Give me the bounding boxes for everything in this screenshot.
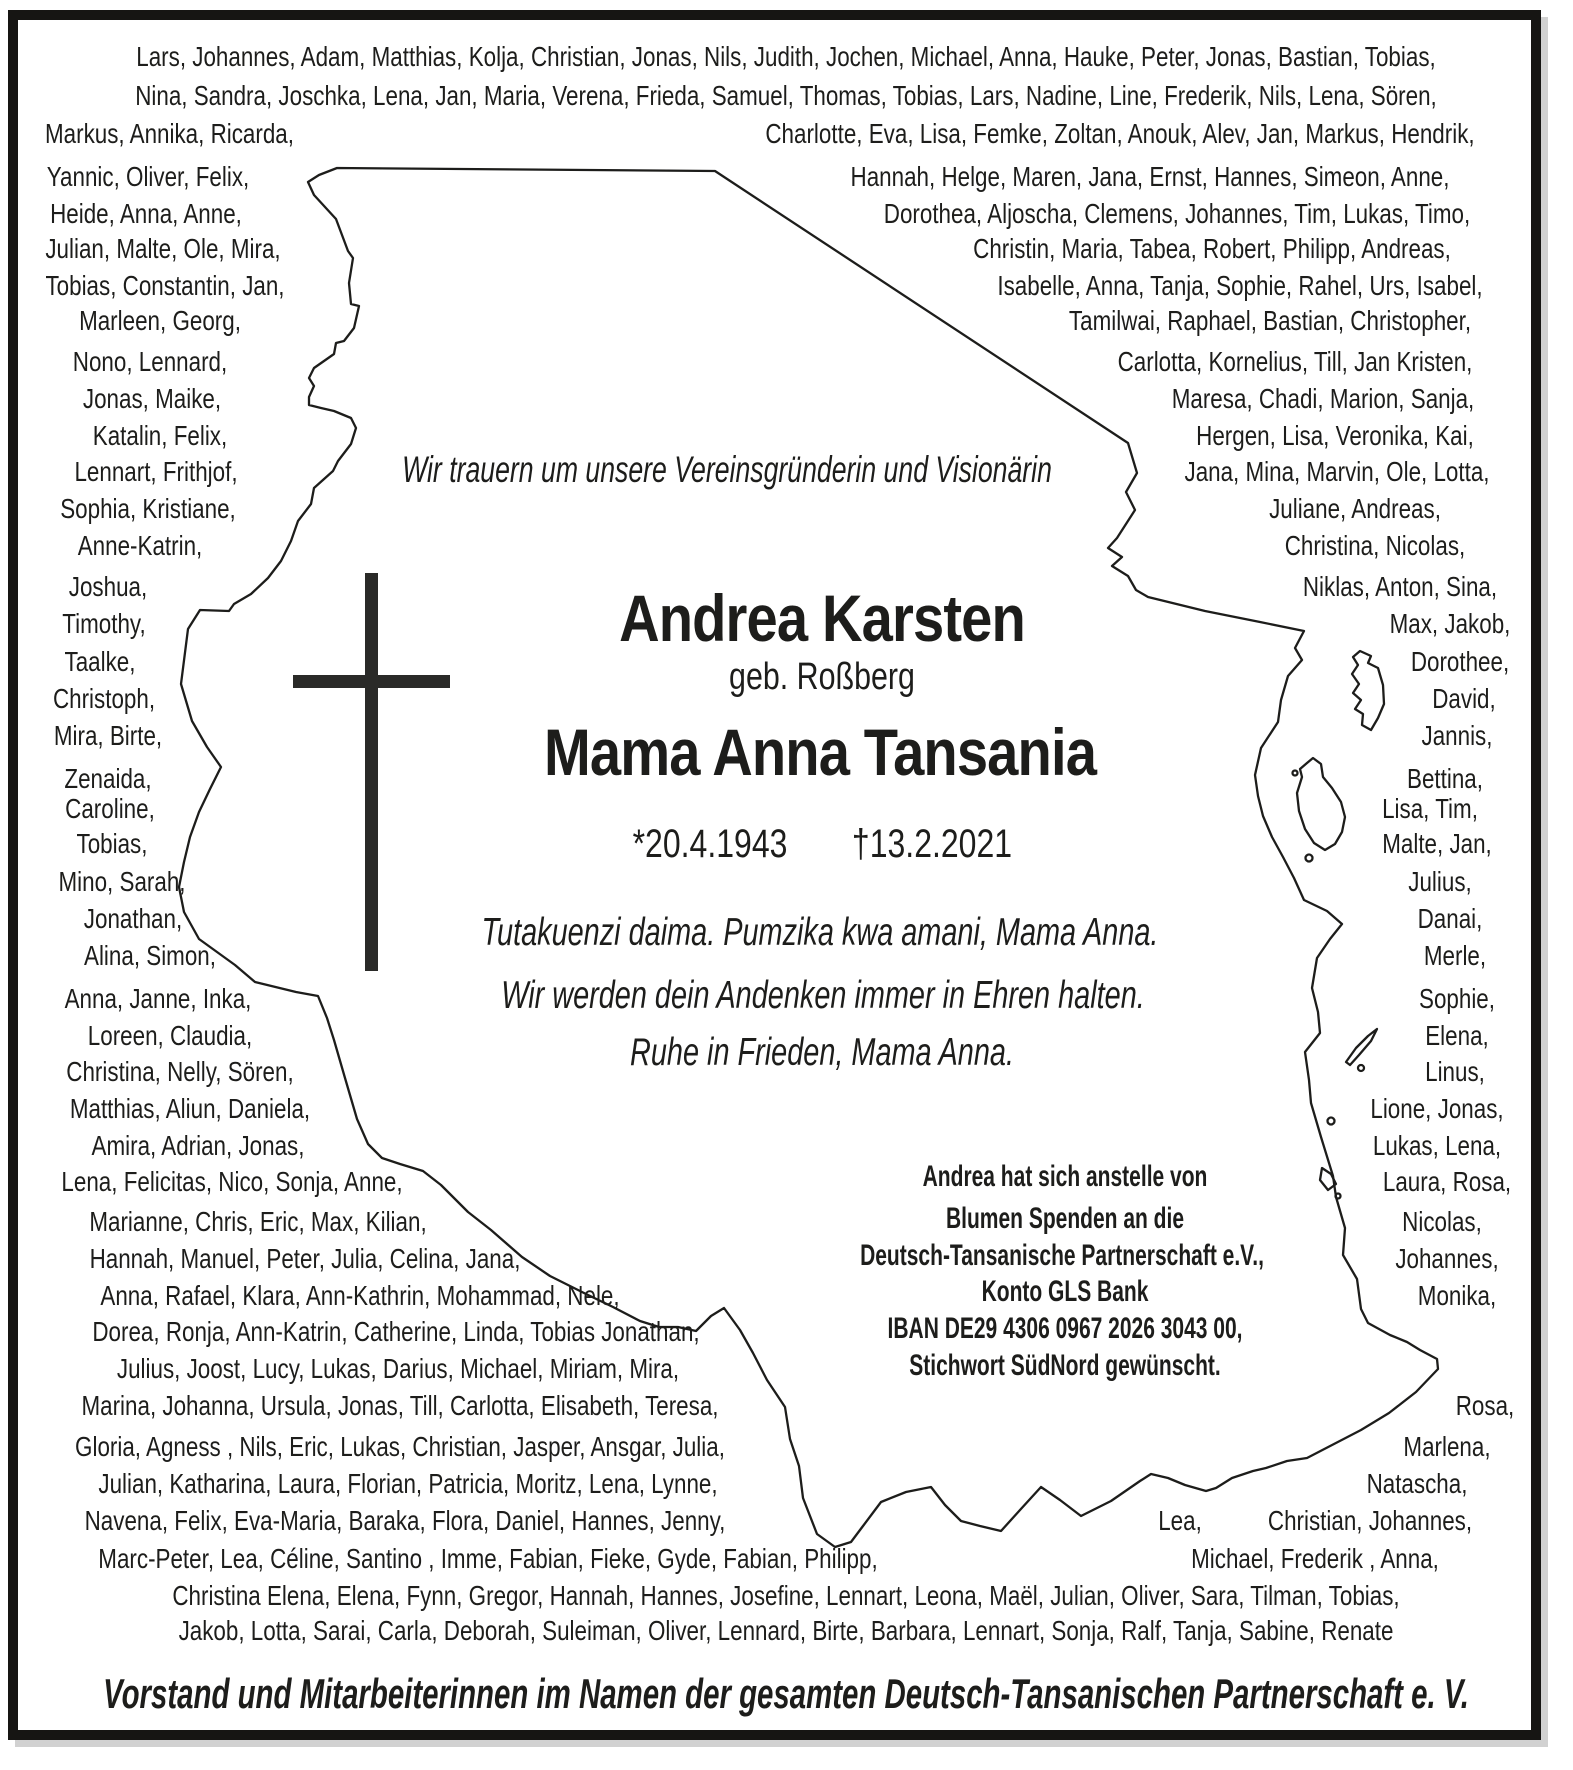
names-line: Nicolas,: [1402, 1206, 1482, 1237]
donation-line-1: [862, 1162, 1269, 1192]
names-line: Julian, Malte, Ole, Mira,: [45, 233, 281, 264]
names-line: Dorothee,: [1410, 646, 1510, 677]
donation-iban-line: [811, 1314, 1318, 1344]
names-line: Lione, Jonas,: [1370, 1093, 1504, 1124]
names-line: David,: [1432, 683, 1496, 714]
donation-line-6: [842, 1351, 1287, 1381]
names-line: Jakob, Lotta, Sarai, Carla, Deborah, Suleiman, Oliver, Lennard, Birte, Barbara, Lennart, Sonja, Ralf, Tanja, Sabine, Renate: [178, 1615, 1394, 1646]
names-line: Christina, Nelly, Sören,: [66, 1056, 294, 1087]
cross-vertical-bar: [365, 573, 378, 971]
names-line: Isabelle, Anna, Tanja, Sophie, Rahel, Urs, Isabel,: [997, 270, 1483, 301]
donation-line-1-text: Andrea hat sich anstelle von: [922, 1160, 1208, 1193]
names-line: Sophie,: [1419, 983, 1495, 1014]
names-line: Christina, Nicolas,: [1284, 530, 1466, 561]
mourning-intro-text: Wir trauern um unsere Vereinsgründerin und Visionärin: [402, 449, 1052, 490]
mourning-intro-line: [276, 451, 1179, 488]
names-line: Michael, Frederik , Anna,: [1191, 1543, 1439, 1574]
names-line: Laura, Rosa,: [1382, 1166, 1512, 1197]
names-line: Lennart, Frithjof,: [74, 456, 238, 487]
names-line: Tobias, Constantin, Jan,: [45, 270, 285, 301]
death-date: [832, 824, 1032, 864]
names-line: Christin, Maria, Tabea, Robert, Philipp, Andreas,: [973, 233, 1451, 264]
honorific-name-text: Mama Anna Tansania: [543, 715, 1097, 789]
names-line: Elena,: [1425, 1020, 1489, 1051]
names-line: Jonas, Maike,: [82, 383, 222, 414]
names-line: Maresa, Chadi, Marion, Sanja,: [1171, 383, 1475, 414]
names-line: Joshua,: [68, 571, 148, 602]
names-line: Julius, Joost, Lucy, Lukas, Darius, Michael, Miriam, Mira,: [116, 1353, 680, 1384]
names-line: Jannis,: [1421, 720, 1493, 751]
names-line: Hergen, Lisa, Veronika, Kai,: [1196, 420, 1474, 451]
names-line: Yannic, Oliver, Felix,: [46, 161, 250, 192]
names-line: Taalke,: [64, 646, 136, 677]
donation-iban-text: IBAN DE29 4306 0967 2026 3043 00,: [887, 1312, 1243, 1345]
signature-text: Vorstand und Mitarbeiterinnen im Namen der gesamten Deutsch-Tansanischen Partnerschaft e. V.: [103, 1670, 1469, 1717]
names-line: Tamilwai, Raphael, Bastian, Christopher,: [1068, 305, 1472, 336]
names-line: Merle,: [1423, 940, 1487, 971]
names-line: Jana, Mina, Marvin, Ole, Lotta,: [1184, 456, 1490, 487]
names-line: Amira, Adrian, Jonas,: [91, 1130, 305, 1161]
names-line: Zenaida,: [64, 763, 152, 794]
names-line: Danai,: [1417, 903, 1483, 934]
deceased-name: [583, 581, 1061, 655]
names-line: Lukas, Lena,: [1372, 1130, 1502, 1161]
names-line: Markus, Annika, Ricarda,: [45, 118, 294, 149]
names-line: Katalin, Felix,: [92, 420, 228, 451]
names-line: Matthias, Aliun, Daniela,: [69, 1093, 311, 1124]
birth-name-line: [706, 658, 938, 696]
islet-dot: [1293, 771, 1298, 776]
names-line: Bettina,: [1407, 763, 1483, 794]
names-line: Natascha,: [1366, 1468, 1468, 1499]
names-line: Julius,: [1408, 866, 1472, 897]
donation-line-6-text: Stichwort SüdNord gewünscht.: [909, 1349, 1221, 1382]
names-line: Loreen, Claudia,: [87, 1020, 253, 1051]
tribute-line-3-text: Ruhe in Frieden, Mama Anna.: [630, 1031, 1014, 1074]
tribute-line-1-text: Tutakuenzi daima. Pumzika kwa amani, Mama Anna.: [481, 911, 1159, 954]
names-line: Lars, Johannes, Adam, Matthias, Kolja, Christian, Jonas, Nils, Judith, Jochen, Michael, Anna, Hauke, Peter, Jonas, Bastian, Tobias,: [136, 41, 1436, 72]
donation-line-3-text: Deutsch-Tansanische Partnerschaft e.V.,: [860, 1239, 1264, 1272]
names-line: Linus,: [1425, 1056, 1485, 1087]
names-line: Rosa,: [1455, 1390, 1515, 1421]
tribute-line-2: [388, 976, 1258, 1015]
names-line: Caroline,: [65, 793, 155, 824]
names-line: Nono, Lennard,: [72, 346, 228, 377]
names-line: Anne-Katrin,: [77, 530, 203, 561]
birth-date: [613, 824, 807, 864]
names-line: Gloria, Agness , Nils, Eric, Lukas, Christian, Jasper, Ansgar, Julia,: [75, 1431, 725, 1462]
names-line: Lena, Felicitas, Nico, Sonja, Anne,: [61, 1166, 403, 1197]
names-line: Charlotte, Eva, Lisa, Femke, Zoltan, Anouk, Alev, Jan, Markus, Hendrik,: [765, 118, 1475, 149]
names-line: Carlotta, Kornelius, Till, Jan Kristen,: [1117, 346, 1473, 377]
deceased-name-text: Andrea Karsten: [619, 581, 1025, 655]
names-line: Marianne, Chris, Eric, Max, Kilian,: [89, 1206, 427, 1237]
tribute-line-3: [563, 1033, 1082, 1072]
islet-outline: [1320, 1168, 1336, 1190]
islet-dot: [1328, 1118, 1335, 1125]
names-line: Christian, Johannes,: [1267, 1505, 1473, 1536]
cross-horizontal-bar: [293, 675, 450, 688]
names-line: Johannes,: [1395, 1243, 1499, 1274]
names-line: Marleen, Georg,: [79, 305, 241, 336]
names-line: Christoph,: [52, 683, 156, 714]
names-line: Anna, Rafael, Klara, Ann-Kathrin, Mohammad, Nele,: [100, 1280, 620, 1311]
names-line: Heide, Anna, Anne,: [50, 198, 242, 229]
donation-line-2: [895, 1204, 1235, 1234]
islet-dot: [1358, 1065, 1364, 1071]
birth-date-text: *20.4.1943: [632, 822, 788, 866]
names-line: Jonathan,: [83, 903, 183, 934]
names-line: Tobias,: [76, 828, 148, 859]
donation-line-3: [774, 1241, 1351, 1271]
birth-name-text: geb. Roßberg: [729, 656, 915, 698]
death-date-text: †13.2.2021: [851, 822, 1013, 866]
names-line: Marlena,: [1403, 1431, 1491, 1462]
names-line: Marc-Peter, Lea, Céline, Santino , Imme, Fabian, Fieke, Gyde, Fabian, Philipp,: [98, 1543, 878, 1574]
names-line: Sophia, Kristiane,: [60, 493, 236, 524]
names-line: Hannah, Manuel, Peter, Julia, Celina, Jana,: [89, 1243, 521, 1274]
tribute-line-2-text: Wir werden dein Andenken immer in Ehren halten.: [501, 974, 1145, 1017]
zanzibar-island-outline: [1297, 758, 1345, 850]
tribute-line-1: [363, 913, 1278, 952]
names-line: Lisa, Tim,: [1382, 793, 1478, 824]
names-line: Malte, Jan,: [1382, 828, 1492, 859]
names-line: Dorea, Ronja, Ann-Katrin, Catherine, Linda, Tobias Jonathan,: [92, 1316, 700, 1347]
names-line: Mira, Birte,: [53, 720, 163, 751]
names-line: Anna, Janne, Inka,: [64, 983, 252, 1014]
names-line: Monika,: [1417, 1280, 1497, 1311]
names-line: Alina, Simon,: [84, 940, 216, 971]
names-line: Niklas, Anton, Sina,: [1302, 571, 1498, 602]
pemba-island-outline: [1352, 651, 1384, 730]
islet-dot: [1306, 855, 1313, 862]
names-line: Christina Elena, Elena, Fynn, Gregor, Hannah, Hannes, Josefine, Lennart, Leona, Maël, Julian, Oliver, Sara, Tilman, Tobias,: [172, 1580, 1400, 1611]
signature-line: [0, 1670, 1573, 1717]
names-line: Juliane, Andreas,: [1269, 493, 1441, 524]
names-line: Julian, Katharina, Laura, Florian, Patricia, Moritz, Lena, Lynne,: [98, 1468, 718, 1499]
islet-dot: [1336, 1194, 1341, 1199]
donation-line-4-text: Konto GLS Bank: [981, 1275, 1149, 1308]
names-line: Lea,: [1158, 1505, 1202, 1536]
names-line: Mino, Sarah,: [58, 866, 186, 897]
names-line: Hannah, Helge, Maren, Jana, Ernst, Hannes, Simeon, Anne,: [850, 161, 1450, 192]
donation-line-2-text: Blumen Spenden an die: [945, 1202, 1185, 1235]
names-line: Max, Jakob,: [1389, 608, 1511, 639]
names-line: Marina, Johanna, Ursula, Jonas, Till, Carlotta, Elisabeth, Teresa,: [81, 1390, 719, 1421]
mafia-island-outline: [1346, 1029, 1377, 1065]
names-line: Timothy,: [62, 608, 146, 639]
names-line: Nina, Sandra, Joschka, Lena, Jan, Maria, Verena, Frieda, Samuel, Thomas, Tobias, Lars, Nadine, Line, Frederik, Nils, Lena, Sören,: [135, 80, 1437, 111]
honorific-name: [495, 715, 1145, 789]
names-line: Navena, Felix, Eva-Maria, Baraka, Flora, Daniel, Hannes, Jenny,: [84, 1505, 726, 1536]
donation-line-4: [946, 1277, 1184, 1307]
names-line: Dorothea, Aljoscha, Clemens, Johannes, Tim, Lukas, Timo,: [883, 198, 1471, 229]
